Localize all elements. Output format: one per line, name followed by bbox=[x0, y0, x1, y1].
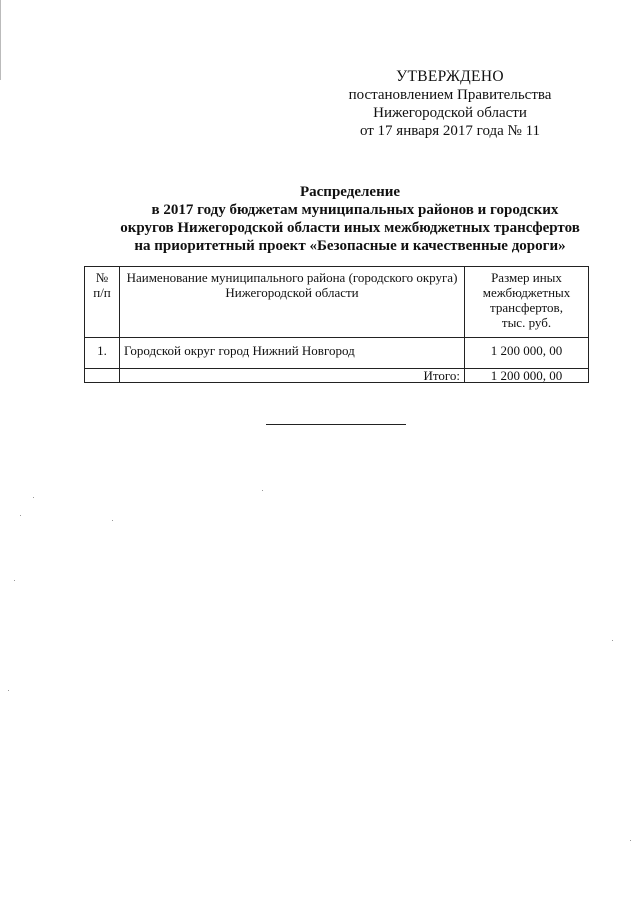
header-num-line-2: п/п bbox=[93, 285, 111, 300]
table-row bbox=[85, 338, 589, 369]
total-amount: 1 200 000, 00 bbox=[465, 369, 589, 383]
table-total-row bbox=[85, 369, 589, 383]
scan-speck bbox=[20, 515, 21, 516]
title-heading: Распределение bbox=[299, 184, 401, 200]
scan-edge bbox=[0, 0, 1, 80]
table-header-row bbox=[85, 267, 589, 338]
approval-stamp: УТВЕРЖДЕНО bbox=[396, 68, 504, 85]
scan-speck bbox=[112, 520, 113, 521]
title-line-4: на приоритетный проект «Безопасные и качественные дороги» bbox=[134, 238, 566, 254]
scan-speck bbox=[33, 497, 34, 498]
header-amount-line-1: Размер иных bbox=[491, 270, 562, 285]
header-num-line-1: № bbox=[95, 270, 109, 285]
total-label: Итого: bbox=[120, 369, 465, 383]
approval-line-3: от 17 января 2017 года № 11 bbox=[359, 123, 541, 139]
scan-speck bbox=[612, 640, 613, 641]
header-amount-line-3: трансфертов, bbox=[490, 300, 563, 315]
approval-line-1: постановлением Правительства bbox=[348, 87, 552, 103]
row-num: 1. bbox=[85, 338, 120, 369]
scan-speck bbox=[262, 490, 263, 491]
header-name-line-1: Наименование муниципального района (городского округа) bbox=[126, 270, 458, 285]
row-name: Городской округ город Нижний Новгород bbox=[120, 338, 465, 369]
distribution-table bbox=[84, 266, 589, 383]
header-num bbox=[85, 267, 120, 338]
header-amount-line-4: тыс. руб. bbox=[501, 315, 552, 330]
header-amount-line-2: межбюджетных bbox=[482, 285, 571, 300]
scan-speck bbox=[8, 690, 9, 691]
scan-speck bbox=[630, 840, 631, 841]
header-amount bbox=[465, 267, 589, 338]
approval-line-2: Нижегородской области bbox=[373, 105, 527, 121]
header-name bbox=[120, 267, 465, 338]
document-title bbox=[60, 183, 640, 255]
header-name-line-2: Нижегородской области bbox=[225, 285, 359, 300]
total-num-blank bbox=[85, 369, 120, 383]
scan-speck bbox=[14, 580, 15, 581]
title-line-3: округов Нижегородской области иных межбюджетных трансфертов bbox=[120, 220, 580, 236]
title-line-2: в 2017 году бюджетам муниципальных районов и городских bbox=[151, 202, 559, 218]
row-amount: 1 200 000, 00 bbox=[465, 338, 589, 369]
closing-rule bbox=[266, 424, 406, 425]
approval-block bbox=[330, 68, 570, 140]
